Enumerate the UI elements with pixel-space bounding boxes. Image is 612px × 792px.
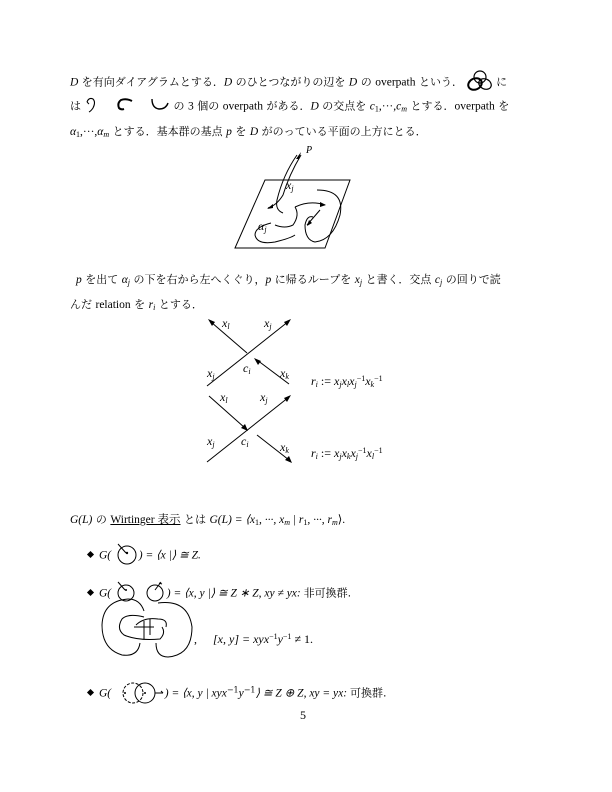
math-p: p xyxy=(76,274,82,286)
term-relation: relation xyxy=(95,299,131,311)
math-r: r xyxy=(311,446,316,460)
arrowhead xyxy=(284,319,291,326)
math-x: x xyxy=(334,446,340,460)
math-x: x xyxy=(354,274,360,286)
text: の交点を xyxy=(318,99,370,113)
text: に xyxy=(492,75,508,89)
text: 可換群. xyxy=(349,686,387,700)
subscript: j xyxy=(439,278,443,287)
comma: , xyxy=(194,632,197,646)
label-c: c xyxy=(243,361,249,375)
text: 個の xyxy=(193,99,223,113)
label-alpha: α xyxy=(258,219,265,233)
assign-op: := xyxy=(317,374,335,388)
subscript: k xyxy=(370,380,375,389)
text: を出て xyxy=(81,273,122,286)
math-x: x xyxy=(349,374,355,388)
crossing1-label-mid-right xyxy=(280,366,289,381)
relation-2 xyxy=(311,446,383,461)
text: 非可換群. xyxy=(303,586,352,600)
math-alpha: α xyxy=(97,126,104,138)
link-strand xyxy=(136,619,166,627)
subscript: l xyxy=(346,380,350,389)
math-r: r xyxy=(148,299,154,311)
label-x: x xyxy=(207,434,213,448)
subscript: 1 xyxy=(76,130,81,139)
subscript: j xyxy=(359,278,363,287)
page-number: 5 xyxy=(300,708,306,722)
subscript: i xyxy=(315,452,318,461)
math-GL: G(L) xyxy=(70,514,93,526)
exponent: −1 xyxy=(269,632,278,641)
subscript: i xyxy=(153,303,156,312)
math-D: D xyxy=(310,100,319,113)
label-p: P xyxy=(306,145,313,156)
math-p: p xyxy=(226,126,232,138)
subscript: j xyxy=(265,396,268,405)
label-x: x xyxy=(207,366,213,380)
link-figure xyxy=(98,597,198,659)
wirtinger-definition xyxy=(70,512,345,530)
subscript: i xyxy=(315,380,318,389)
math-y: y xyxy=(277,632,283,646)
exponent: −1 xyxy=(374,374,383,383)
text: の xyxy=(357,75,376,89)
arrowhead xyxy=(285,456,292,463)
subscript: m xyxy=(284,518,290,527)
text: とする． xyxy=(155,298,203,311)
arrowhead xyxy=(267,204,273,209)
subscript: j xyxy=(212,440,215,449)
math-c: c xyxy=(369,100,375,113)
over-strand xyxy=(207,397,289,462)
loop-figure xyxy=(225,145,365,255)
exponent: −1 xyxy=(282,632,292,641)
subscript: j xyxy=(355,452,359,461)
bullet-icon xyxy=(87,588,94,595)
paragraph1-line3 xyxy=(70,124,427,142)
paragraph2-line1 xyxy=(76,272,501,290)
overpath-arc-2-icon xyxy=(116,98,134,115)
subscript: l xyxy=(371,452,375,461)
math: , ···, x xyxy=(258,514,285,526)
exponent: −1 xyxy=(243,685,256,695)
label-x: x xyxy=(260,390,266,404)
hopf-link-icon xyxy=(115,679,165,708)
term-overpath: overpath xyxy=(375,76,416,89)
math: ) = ⟨x |⟩ ≅ Z. xyxy=(138,549,201,562)
bullet-unknot xyxy=(88,543,201,568)
subscript: j xyxy=(264,225,267,234)
exponent: −1 xyxy=(356,374,366,383)
term-wirtinger-presentation: Wirtinger 表示 xyxy=(110,514,181,526)
subscript: m xyxy=(103,130,110,139)
ellipsis: ,···, xyxy=(80,126,98,138)
math-D: D xyxy=(223,76,233,89)
link-strand xyxy=(156,603,192,658)
math-y: y xyxy=(238,687,244,700)
text: と書く．交点 xyxy=(362,273,435,286)
math-commutator: [x, y] = xyx xyxy=(213,632,270,646)
label-x: x xyxy=(280,440,286,454)
crossing2-label-top-right xyxy=(260,390,268,405)
over-strand xyxy=(207,321,289,386)
math: ⟩. xyxy=(337,514,346,526)
subscript: i xyxy=(248,367,251,376)
term-overpath: overpath xyxy=(222,100,263,113)
math-alpha: α xyxy=(121,274,128,286)
subscript: j xyxy=(127,278,131,287)
math-x: x xyxy=(334,374,340,388)
overpath-arc-3-icon xyxy=(150,98,170,115)
subscript: j xyxy=(354,380,357,389)
math: ⟩ ≅ Z ⊕ Z, xy = yx: xyxy=(255,687,350,700)
math-D: D xyxy=(70,76,79,89)
crossing2-label-mid-left xyxy=(207,434,215,449)
label-xj xyxy=(286,178,294,193)
text: を xyxy=(231,125,250,138)
arrowhead xyxy=(254,358,261,365)
link-strand xyxy=(128,599,144,611)
math-p: p xyxy=(265,274,272,286)
unknot-icon xyxy=(115,543,139,568)
text: を xyxy=(130,298,149,311)
subscript: m xyxy=(401,104,408,114)
text: とする．基本群の基点 xyxy=(109,125,227,138)
label-x: x xyxy=(222,316,228,330)
text: の下を右から左へくぐり， xyxy=(130,273,266,286)
math-x: x xyxy=(365,374,371,388)
crossing2-label-center xyxy=(241,434,249,449)
exponent: −1 xyxy=(226,685,239,695)
text: に帰るループを xyxy=(271,273,355,286)
text: は xyxy=(70,99,81,113)
math-presentation: G(L) = ⟨x xyxy=(209,514,255,526)
math-D: D xyxy=(348,76,358,89)
trefoil-knot-icon xyxy=(467,70,493,95)
subscript: k xyxy=(285,372,289,381)
math: , ···, r xyxy=(307,514,332,526)
text: を xyxy=(494,99,510,113)
subscript: j xyxy=(339,452,342,461)
subscript: j xyxy=(269,322,272,331)
subscript: 1 xyxy=(374,104,379,114)
math-x: x xyxy=(366,446,372,460)
subscript: k xyxy=(346,452,351,461)
commutator-relation xyxy=(194,632,313,647)
label-alpha-j xyxy=(258,219,267,234)
text: とは xyxy=(180,513,210,526)
paragraph2-line2 xyxy=(70,297,203,315)
math-r: r xyxy=(311,374,316,388)
text: んだ xyxy=(70,298,96,311)
arrowhead xyxy=(284,395,291,402)
text: を有向ダイアグラムとする． xyxy=(78,75,224,89)
bullet-icon xyxy=(87,688,94,695)
overpath-arc-1-icon xyxy=(85,97,99,116)
text: の xyxy=(92,513,111,526)
subscript: k xyxy=(285,446,289,455)
math: ≠ 1. xyxy=(291,632,314,646)
text: の回りで読 xyxy=(442,273,501,286)
subscript: l xyxy=(225,396,228,405)
term-overpath: overpath xyxy=(454,100,495,113)
subscript: j xyxy=(339,380,342,389)
number: 3 xyxy=(187,100,194,113)
label-x: x xyxy=(220,390,226,404)
text: のひとつながりの辺を xyxy=(232,75,349,89)
subscript: l xyxy=(227,322,230,331)
math: G( xyxy=(99,687,112,700)
label-x: x xyxy=(286,178,292,192)
label-x: x xyxy=(280,366,286,380)
math: ) = ⟨x, y | xyx xyxy=(164,687,227,700)
subscript: j xyxy=(212,372,215,381)
subscript: m xyxy=(331,518,338,527)
crossing2-label-mid-right xyxy=(280,440,289,455)
math: | r xyxy=(289,514,304,526)
text: とする． xyxy=(407,99,455,113)
crossing-diagram-2 xyxy=(205,394,295,466)
crossing2-label-top-left xyxy=(220,390,228,405)
math-x: x xyxy=(350,446,356,460)
math-c: c xyxy=(396,100,402,113)
label-c: c xyxy=(241,434,247,448)
label-x: x xyxy=(264,316,270,330)
crossing1-label-top-right xyxy=(264,316,272,331)
subscript: j xyxy=(291,184,294,193)
ellipsis: ,···, xyxy=(378,100,397,113)
paragraph1-line1 xyxy=(70,70,507,95)
subscript: 1 xyxy=(254,518,259,527)
math-alpha: α xyxy=(70,126,77,138)
text: がある． xyxy=(262,99,311,113)
arrowhead xyxy=(307,220,312,226)
text: の xyxy=(169,99,188,113)
bullet-icon xyxy=(87,550,94,557)
paragraph1-line2 xyxy=(70,97,509,117)
math: G( xyxy=(99,587,112,600)
crossing1-label-mid-left xyxy=(207,366,215,381)
text: という． xyxy=(415,75,463,89)
exponent: −1 xyxy=(374,446,383,455)
exponent: −1 xyxy=(358,446,367,455)
crossing1-label-top-left xyxy=(222,316,230,331)
knot-strand-right xyxy=(295,190,341,242)
bullet-hopf-link xyxy=(88,679,386,708)
math-x: x xyxy=(341,446,347,460)
text: がのっている平面の上方にとる． xyxy=(258,125,427,138)
subscript: i xyxy=(246,440,249,449)
math: ) = ⟨x, y |⟩ ≅ Z ∗ Z, xy ≠ yx: xyxy=(166,587,304,600)
math-c: c xyxy=(434,274,440,286)
arrowhead xyxy=(320,202,326,207)
math-x: x xyxy=(341,374,347,388)
relation-1 xyxy=(311,374,383,389)
subscript: 1 xyxy=(303,518,308,527)
assign-op: := xyxy=(317,446,335,460)
math: G( xyxy=(99,549,112,562)
loop-path-up xyxy=(268,155,301,208)
crossing1-label-center xyxy=(243,361,251,376)
math-D: D xyxy=(249,126,259,138)
